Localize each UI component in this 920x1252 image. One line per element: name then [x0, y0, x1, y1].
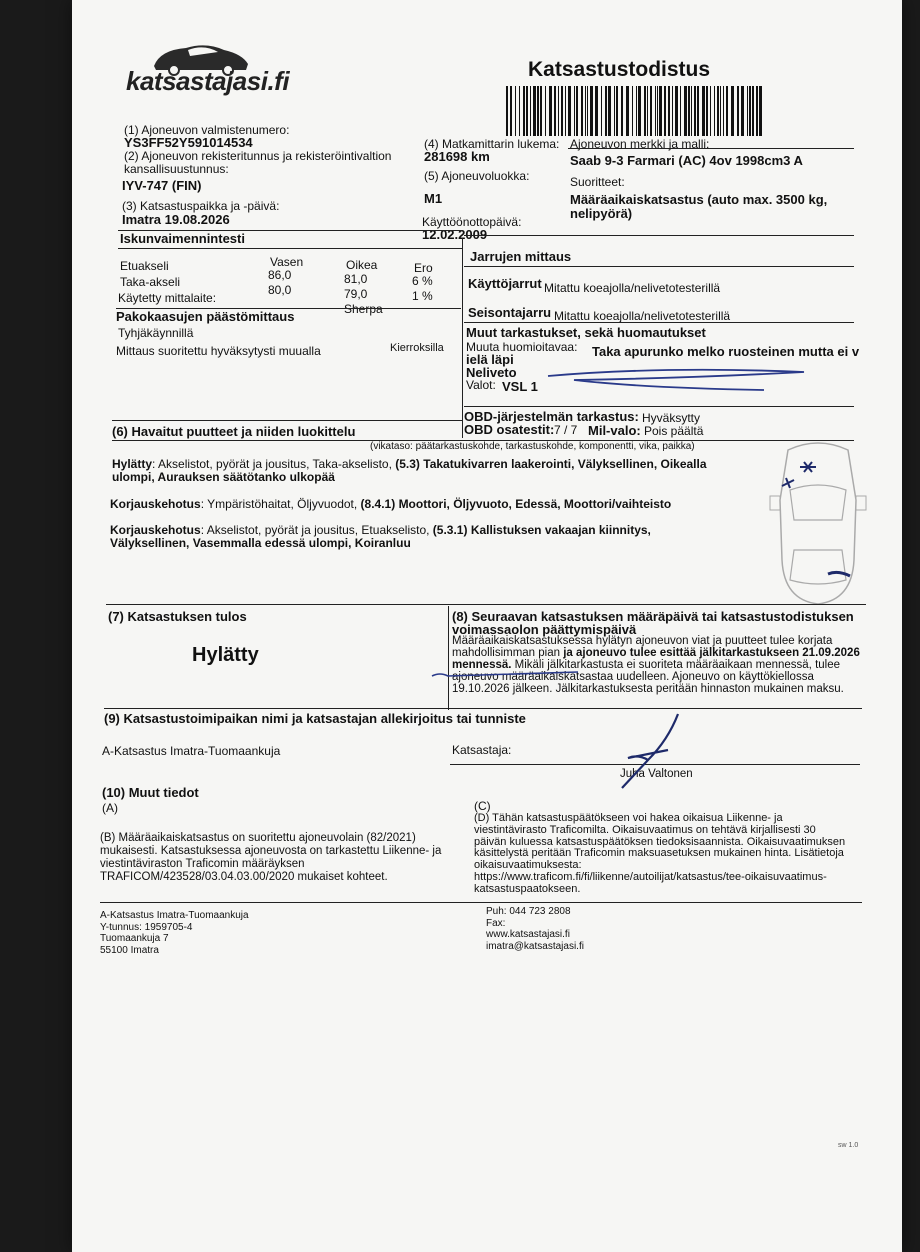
- first-use-value: 12.02.2009: [422, 227, 488, 242]
- misc-a: (A): [102, 801, 118, 815]
- shock-header-diff: Ero: [414, 261, 433, 275]
- vehicle-class-label: (5) Ajoneuvoluokka:: [424, 169, 530, 183]
- misc-d: (D) Tähän katsastuspäätökseen voi hakea oikaisua Liikenne- ja viestintävirasto Traficomilta. Oikaisuvaatimus on tehtävä kirjallisesti 30 päivän kuluessa katsastuspäätöksen tiedoksisaannista. Oikaisuvaatimuksen käsittelystä peritään Traficomin maksuasetuksen mukainen hinta. Lisätietoja oikaisuvaatimuksesta: https://www.traficom.fi/fi/liikenne/autoilijat/katsastus/tee-oikaisuvaatimus-katsastuspaatokseen.: [474, 812, 846, 895]
- shock-header-left: Vasen: [270, 255, 304, 269]
- defect-item-2: Korjauskehotus: Ympäristöhaitat, Öljyvuodot, (8.4.1) Moottori, Öljyvuoto, Edessä, Moottori/vaihteisto: [110, 497, 672, 511]
- defect-item-3: Korjauskehotus: Akselistot, pyörät ja jousitus, Etuakselisto, (5.3.1) Kallistuksen vakaajan kiinnitys, Välyksellinen, Vasemmalla edessä ulompi, Koiranluu: [110, 523, 651, 550]
- odometer-label: (4) Matkamittarin lukema:: [424, 137, 560, 151]
- misc-b: (B) Määräaikaiskatsastus on suoritettu ajoneuvolain (82/2021) mukaisesti. Katsastuksessa ajoneuvosta on tarkastettu Liikenne- ja viestintäviraston Traficomin määräyksen TRAFICOM/423528/03.04.03.00/2020 mukaiset kohteet.: [100, 832, 442, 883]
- logo-text: katsastajasi.fi: [126, 66, 290, 96]
- awd-note: Neliveto: [466, 365, 517, 380]
- shock-row-front: Etuakseli: [120, 259, 169, 273]
- make-value: Saab 9-3 Farmari (AC) 4ov 1998cm3 A: [570, 153, 803, 168]
- shock-row-rear: Taka-akseli: [120, 275, 181, 289]
- shock-front-diff: 6 %: [412, 274, 433, 288]
- shock-title: Iskunvaimennintesti: [120, 231, 245, 246]
- signature-title: (9) Katsastustoimipaikan nimi ja katsastajan allekirjoitus tai tunniste: [104, 711, 526, 726]
- shock-header-right: Oikea: [346, 258, 378, 272]
- shock-front-left: 86,0: [268, 268, 292, 282]
- mil-label: Mil-valo:: [588, 423, 641, 438]
- shock-rear-right: 79,0: [344, 287, 368, 301]
- shock-front-right: 81,0: [344, 272, 368, 286]
- emissions-rpm: Kierroksilla: [390, 342, 444, 354]
- defects-subtitle: (vikataso: päätarkastuskohde, tarkastuskohde, komponentti, vika, paikka): [370, 441, 695, 452]
- reg-value: IYV-747 (FIN): [122, 178, 202, 193]
- obd-check-value: Hyväksytty: [642, 411, 701, 425]
- make-label: Ajoneuvon merkki ja malli:: [570, 137, 710, 151]
- lights-label: Valot:: [466, 378, 496, 392]
- service-brake-label: Käyttöjarrut: [468, 276, 542, 291]
- first-use-label: Käyttöönottopäivä:: [422, 215, 522, 229]
- software-version: sw 1.0: [838, 1142, 859, 1149]
- obd-comp-label: OBD osatestit:: [464, 422, 555, 437]
- shock-device-label: Käytetty mittalaite:: [118, 291, 217, 305]
- service-brake-value: Mitattu koeajolla/nelivetotesterillä: [544, 281, 721, 295]
- barcode-icon: [506, 86, 768, 138]
- footer-address: A-Katsastus Imatra-Tuomaankuja Y-tunnus: 1959705-4 Tuomaankuja 7 55100 Imatra: [100, 910, 249, 956]
- inspector-label: Katsastaja:: [452, 743, 512, 757]
- performed-label: Suoritteet:: [570, 175, 625, 189]
- obd-comp-value: 7 / 7: [554, 423, 578, 437]
- place-label: (3) Katsastuspaikka ja -päivä:: [122, 199, 280, 213]
- lights-value: VSL 1: [502, 379, 538, 394]
- note-label: Muuta huomioitavaa:: [466, 340, 578, 354]
- shock-rear-diff: 1 %: [412, 289, 433, 303]
- next-inspection-title: (8) Seuraavan katsastuksen määräpäivä tai katsastustodistuksen voimassaolon päättymispäivä: [452, 609, 854, 637]
- vin-label: (1) Ajoneuvon valmistenumero:: [124, 123, 290, 137]
- handwritten-signature-icon: [608, 710, 698, 790]
- shock-rear-left: 80,0: [268, 283, 292, 297]
- document-title: Katsastustodistus: [528, 58, 711, 81]
- vehicle-diagram-icon: [768, 440, 868, 608]
- inspection-certificate: [100, 30, 868, 1190]
- obd-check-label: OBD-järjestelmän tarkastus:: [464, 409, 639, 424]
- pen-mark-icon: [428, 668, 588, 682]
- footer-contact: Puh: 044 723 2808 Fax: www.katsastajasi.fi imatra@katsastajasi.fi: [486, 906, 584, 952]
- place-value: Imatra 19.08.2026: [122, 212, 230, 227]
- station-name: A-Katsastus Imatra-Tuomaankuja: [102, 744, 281, 758]
- performed-value: Määräaikaiskatsastus (auto max. 3500 kg, nelipyörä): [570, 192, 828, 221]
- pen-underline-icon: [544, 364, 814, 394]
- odometer-value: 281698 km: [424, 149, 490, 164]
- brakes-title: Jarrujen mittaus: [470, 249, 572, 264]
- result-value: Hylätty: [192, 644, 259, 666]
- note-continued: ielä läpi: [466, 352, 514, 367]
- vin-value: YS3FF52Y591014534: [124, 135, 253, 150]
- result-title: (7) Katsastuksen tulos: [108, 609, 247, 624]
- shock-device: Sherpa: [344, 302, 383, 316]
- next-inspection-text: Määräaikaiskatsastuksessa hylätyn ajoneuvon viat ja puutteet tulee korjata mahdollisimman pian ja ajoneuvo tulee esittää jälkitarkastukseen 21.09.2026 mennessä. Mikäli jälkitarkastusta ei suoriteta määräaikaan mennessä, tulee ajoneuvo määräaikaiskatsastaa uudelleen. Ajoneuvo on käyttökiellossa 19.10.2026 jälkeen. Jälkitarkastuksesta peritään hinnaston mukainen maksu.: [452, 635, 860, 695]
- misc-title: (10) Muut tiedot: [102, 785, 199, 800]
- parking-brake-value: Mitattu koeajolla/nelivetotesterillä: [554, 309, 731, 323]
- inspector-name: Juha Valtonen: [620, 768, 693, 780]
- note-value: Taka apurunko melko ruosteinen mutta ei v: [592, 344, 860, 359]
- other-checks-title: Muut tarkastukset, sekä huomautukset: [466, 325, 706, 340]
- emissions-result: Mittaus suoritettu hyväksytysti muualla: [116, 344, 321, 358]
- defects-title: (6) Havaitut puutteet ja niiden luokittelu: [112, 424, 356, 439]
- emissions-idle: Tyhjäkäynnillä: [118, 326, 194, 340]
- mil-value: Pois päältä: [644, 424, 704, 438]
- emissions-title: Pakokaasujen päästömittaus: [116, 309, 295, 324]
- defect-item-1: Hylätty: Akselistot, pyörät ja jousitus, Taka-akselisto, (5.3) Takatukivarren laakerointi, Välyksellinen, Oikealla ulompi, Aurauksen säätötanko ulkopää: [112, 457, 707, 484]
- vehicle-class-value: M1: [424, 191, 443, 206]
- reg-label: (2) Ajoneuvon rekisteritunnus ja rekisteröintivaltion kansallisuustunnus:: [124, 149, 392, 176]
- parking-brake-label: Seisontajarru: [468, 305, 552, 320]
- misc-c: (C): [474, 799, 491, 813]
